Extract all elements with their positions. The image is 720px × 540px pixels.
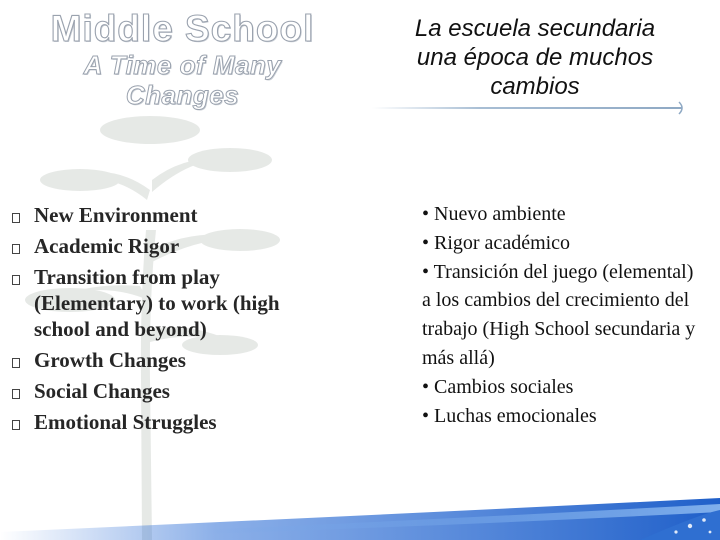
english-title-sub-line2: Changes [125,80,240,110]
spanish-title-line3: cambios [490,73,580,100]
checkbox-bullet-icon [12,213,20,223]
spanish-title [370,14,700,101]
checkbox-bullet-icon [12,420,20,430]
list-item: • Luchas emocionales [422,404,597,427]
checkbox-bullet-icon [12,275,20,285]
list-item: • Nuevo ambiente [422,203,566,225]
list-item: • Cambios sociales [422,375,574,398]
spanish-title-line2: una época de muchos [416,44,654,71]
checkbox-bullet-icon [12,358,20,368]
list-item [12,378,312,404]
list-item-text: New Environment [34,203,198,227]
divider-end-icon [678,101,686,115]
list-item-text: Growth Changes [34,348,186,372]
english-list [12,202,312,440]
spanish-list [422,200,697,430]
checkbox-bullet-icon [12,389,20,399]
spanish-title-line1: La escuela secundaria [414,15,656,42]
list-item-text: Emotional Struggles [34,410,217,434]
list-item [12,347,312,373]
list-item-text: Social Changes [34,379,170,403]
english-title-sub-line1: A Time of Many [83,50,282,80]
english-title [40,8,325,110]
list-item [12,409,312,435]
list-item: • Rigor académico [422,231,571,254]
list-item: • Transición del juego (elemental) a los cambios del crecimiento del trabajo (High School secundaria y más allá) [422,260,696,369]
bottom-wave-decoration [0,492,720,540]
title-divider [372,107,682,109]
english-title-main: Middle School [50,8,315,49]
list-item [12,202,312,228]
list-item-text: Transition from play (Elementary) to work (high school and beyond) [34,265,280,341]
list-item [12,233,312,259]
checkbox-bullet-icon [12,244,20,254]
list-item [12,264,312,342]
list-item-text: Academic Rigor [34,234,180,258]
